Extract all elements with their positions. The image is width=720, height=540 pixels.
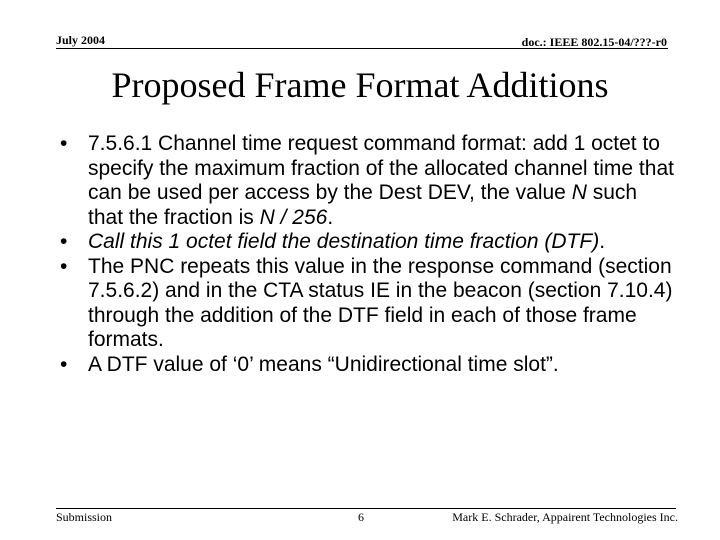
bullet-italic-fraction: N / 256: [259, 205, 328, 229]
bullet-italic-text: Call this 1 octet field the destination time fraction (DTF): [88, 230, 600, 253]
footer-page-number: 6: [358, 510, 364, 524]
bullet-item: [56, 230, 676, 255]
bullet-item: [56, 132, 676, 230]
bullet-text: 7.5.6.1 Channel time request command format: add 1 octet to specify the maximum fraction of the allocated channel time that can be used per access by the Dest DEV, the value: [88, 132, 674, 204]
bullet-item: [56, 255, 676, 353]
bullet-list: [56, 132, 676, 377]
bullet-text: .: [599, 230, 606, 253]
bullet-text: such that the fraction is: [88, 181, 638, 229]
bullet-text: .: [327, 205, 334, 229]
header-doc-id: doc.: IEEE 802.15-04/???-r0: [521, 35, 667, 49]
bullet-italic-n: N: [571, 181, 587, 204]
bullet-dot: •: [60, 230, 68, 253]
footer-author: Mark E. Schrader, Appairent Technologies Inc.: [452, 510, 678, 524]
bullet-text: A DTF value of ‘0’ means “Unidirectional time slot”.: [88, 352, 559, 376]
bullet-item: [56, 353, 676, 378]
header-date: July 2004: [56, 33, 106, 47]
bullet-dot: •: [60, 254, 68, 278]
slide-title: Proposed Frame Format Additions: [111, 65, 609, 105]
bullet-text: The PNC repeats this value in the response command (section 7.5.6.2) and in the CTA status IE in the beacon (section 7.10.4) through the addition of the DTF field in each of those frame formats.: [88, 254, 673, 351]
header-divider: [56, 48, 668, 49]
bullet-dot: •: [60, 352, 68, 376]
bullet-dot: •: [60, 132, 68, 155]
footer-divider: [56, 508, 676, 509]
footer-submission: Submission: [56, 510, 113, 524]
